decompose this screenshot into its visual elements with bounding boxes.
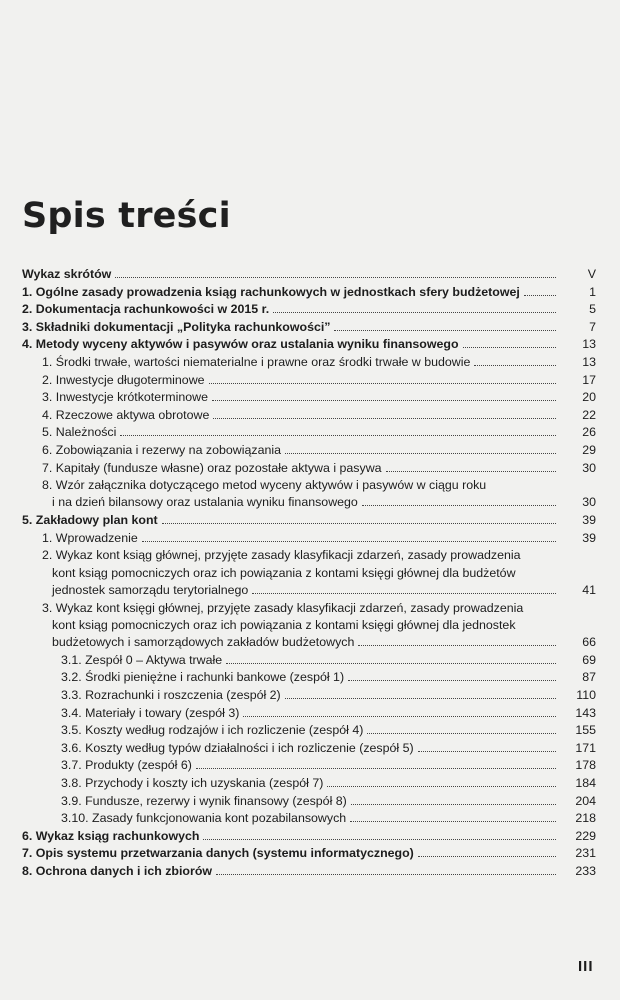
toc-page-number: V: [587, 267, 596, 281]
toc-page-number: 69: [582, 652, 596, 667]
toc-page-number: 39: [582, 513, 596, 528]
toc-page-number: 30: [582, 460, 596, 475]
toc-entry-label: 7. Opis systemu przetwarzania danych (systemu informatycznego): [22, 846, 414, 861]
toc-page-number: 171: [575, 740, 596, 755]
toc-entry-label: kont ksiąg pomocniczych oraz ich powiązania z kontami księgi głównej dla budżetów: [52, 565, 516, 580]
dot-leader: [196, 767, 556, 769]
toc-entry-label: 2. Inwestycje długoterminowe: [42, 372, 205, 387]
toc-entry-label: Wykaz skrótów: [22, 267, 112, 281]
toc-page-number: 66: [582, 635, 596, 650]
toc-page-number: 13: [582, 337, 596, 352]
dot-leader: [203, 838, 556, 840]
toc-page-number: 22: [582, 407, 596, 422]
toc-entry-label: 5. Zakładowy plan kont: [22, 513, 158, 528]
dot-leader: [418, 750, 556, 752]
toc-page-number: 110: [576, 687, 596, 702]
toc-entry-label: 1. Wprowadzenie: [42, 530, 138, 545]
toc-entry-label: budżetowych i samorządowych zakładów budżetowych: [52, 635, 355, 650]
dot-leader: [209, 382, 556, 384]
toc-entry-label: 3. Wykaz kont księgi głównej, przyjęte zasady klasyfikacji zdarzeń, zasady prowadzenia: [42, 600, 524, 615]
toc-page-number: 204: [575, 793, 596, 808]
toc-page-number: 5: [589, 302, 596, 317]
toc-entry-label: 2. Wykaz kont ksiąg głównej, przyjęte zasady klasyfikacji zdarzeń, zasady prowadzenia: [42, 548, 521, 563]
page-folio: III: [578, 958, 594, 975]
toc-entry-label: 1. Środki trwałe, wartości niematerialne i prawne oraz środki trwałe w budowie: [42, 355, 471, 369]
dot-leader: [524, 294, 556, 296]
toc-page-number: 143: [575, 705, 596, 720]
toc-entry-label: kont ksiąg pomocniczych oraz ich powiązania z kontami księgi głównej dla jednostek: [52, 617, 516, 632]
toc-entry-label: 6. Wykaz ksiąg rachunkowych: [22, 828, 200, 843]
toc-entry-label: 2. Dokumentacja rachunkowości w 2015 r.: [22, 302, 270, 317]
dot-leader: [243, 715, 556, 717]
toc-entry-label: 3.3. Rozrachunki i roszczenia (zespół 2): [61, 687, 281, 702]
toc-page-number: 218: [575, 811, 596, 826]
dot-leader: [226, 662, 556, 664]
toc-page-number: 13: [582, 355, 596, 369]
dot-leader: [216, 873, 556, 875]
dot-leader: [285, 697, 556, 699]
toc-page-number: 7: [589, 319, 596, 334]
dot-leader: [334, 329, 556, 331]
toc-entry-label: 1. Ogólne zasady prowadzenia ksiąg rachunkowych w jednostkach sfery budżetowej: [22, 284, 520, 299]
toc-entry-label: 6. Zobowiązania i rezerwy na zobowiązania: [42, 443, 281, 457]
dot-leader: [474, 364, 556, 366]
toc-page-number: 87: [582, 670, 596, 685]
toc-page-number: 231: [575, 846, 596, 861]
toc-entry-label: 3.5. Koszty według rodzajów i ich rozliczenie (zespół 4): [61, 723, 364, 738]
toc-page-number: 39: [582, 530, 596, 545]
dot-leader: [348, 679, 556, 681]
dot-leader: [273, 311, 556, 313]
toc-entry-label: 3. Składniki dokumentacji „Polityka rachunkowości”: [22, 319, 331, 334]
page-title: Spis treści: [22, 196, 231, 236]
dot-leader: [463, 346, 556, 348]
dot-leader: [418, 855, 556, 857]
toc-entry-label: 4. Rzeczowe aktywa obrotowe: [42, 407, 210, 422]
toc-page-number: 178: [575, 758, 596, 773]
toc-page-number: 29: [582, 443, 596, 457]
toc-page-number: 26: [582, 425, 596, 440]
toc-page-number: 233: [575, 863, 596, 878]
toc-page-number: 17: [582, 372, 596, 387]
toc-entry-label: 3.7. Produkty (zespół 6): [61, 758, 192, 773]
toc-entry-label: 4. Metody wyceny aktywów i pasywów oraz ustalania wyniku finansowego: [22, 337, 459, 352]
toc-page-number: 20: [582, 390, 596, 405]
dot-leader: [285, 452, 556, 454]
toc-entry-label: 7. Kapitały (fundusze własne) oraz pozostałe aktywa i pasywa: [42, 460, 382, 475]
dot-leader: [351, 803, 556, 805]
toc-entry-label: 5. Należności: [42, 425, 117, 440]
dot-leader: [350, 820, 556, 822]
toc-page-number: 184: [575, 775, 596, 790]
toc-entry-label: 3.1. Zespół 0 – Aktywa trwałe: [61, 652, 223, 667]
toc-entry-label: i na dzień bilansowy oraz ustalania wyniku finansowego: [52, 495, 358, 510]
dot-leader: [362, 504, 556, 506]
toc-page-number: 155: [575, 723, 596, 738]
toc-entry-label: 3. Inwestycje krótkoterminowe: [42, 390, 208, 405]
toc-entry-label: 3.8. Przychody i koszty ich uzyskania (zespół 7): [61, 775, 324, 790]
dot-leader: [367, 732, 556, 734]
toc-page-number: 30: [582, 495, 596, 510]
dot-leader: [358, 644, 556, 646]
toc-page-number: 41: [582, 582, 596, 597]
dot-leader: [213, 417, 556, 419]
toc-page-number: 1: [589, 284, 596, 299]
toc-entry-label: 8. Wzór załącznika dotyczącego metod wyceny aktywów i pasywów w ciągu roku: [42, 478, 487, 493]
toc-page-number: 229: [575, 828, 596, 843]
dot-leader: [386, 470, 556, 472]
dot-leader: [162, 522, 556, 524]
dot-leader: [327, 785, 556, 787]
dot-leader: [142, 540, 556, 542]
dot-leader: [212, 399, 556, 401]
toc-entry-label: 8. Ochrona danych i ich zbiorów: [22, 863, 213, 878]
toc-entry-label: 3.4. Materiały i towary (zespół 3): [61, 705, 240, 720]
toc-entry-label: 3.10. Zasady funkcjonowania kont pozabilansowych: [61, 811, 347, 826]
dot-leader: [115, 276, 556, 278]
dot-leader: [120, 434, 556, 436]
toc-entry-label: 3.6. Koszty według typów działalności i ich rozliczenie (zespół 5): [61, 740, 414, 755]
dot-leader: [252, 592, 556, 594]
toc-entry-label: 3.2. Środki pieniężne i rachunki bankowe (zespół 1): [61, 670, 345, 685]
toc-entry-label: jednostek samorządu terytorialnego: [52, 582, 249, 597]
toc-entry-label: 3.9. Fundusze, rezerwy i wynik finansowy (zespół 8): [61, 793, 347, 808]
